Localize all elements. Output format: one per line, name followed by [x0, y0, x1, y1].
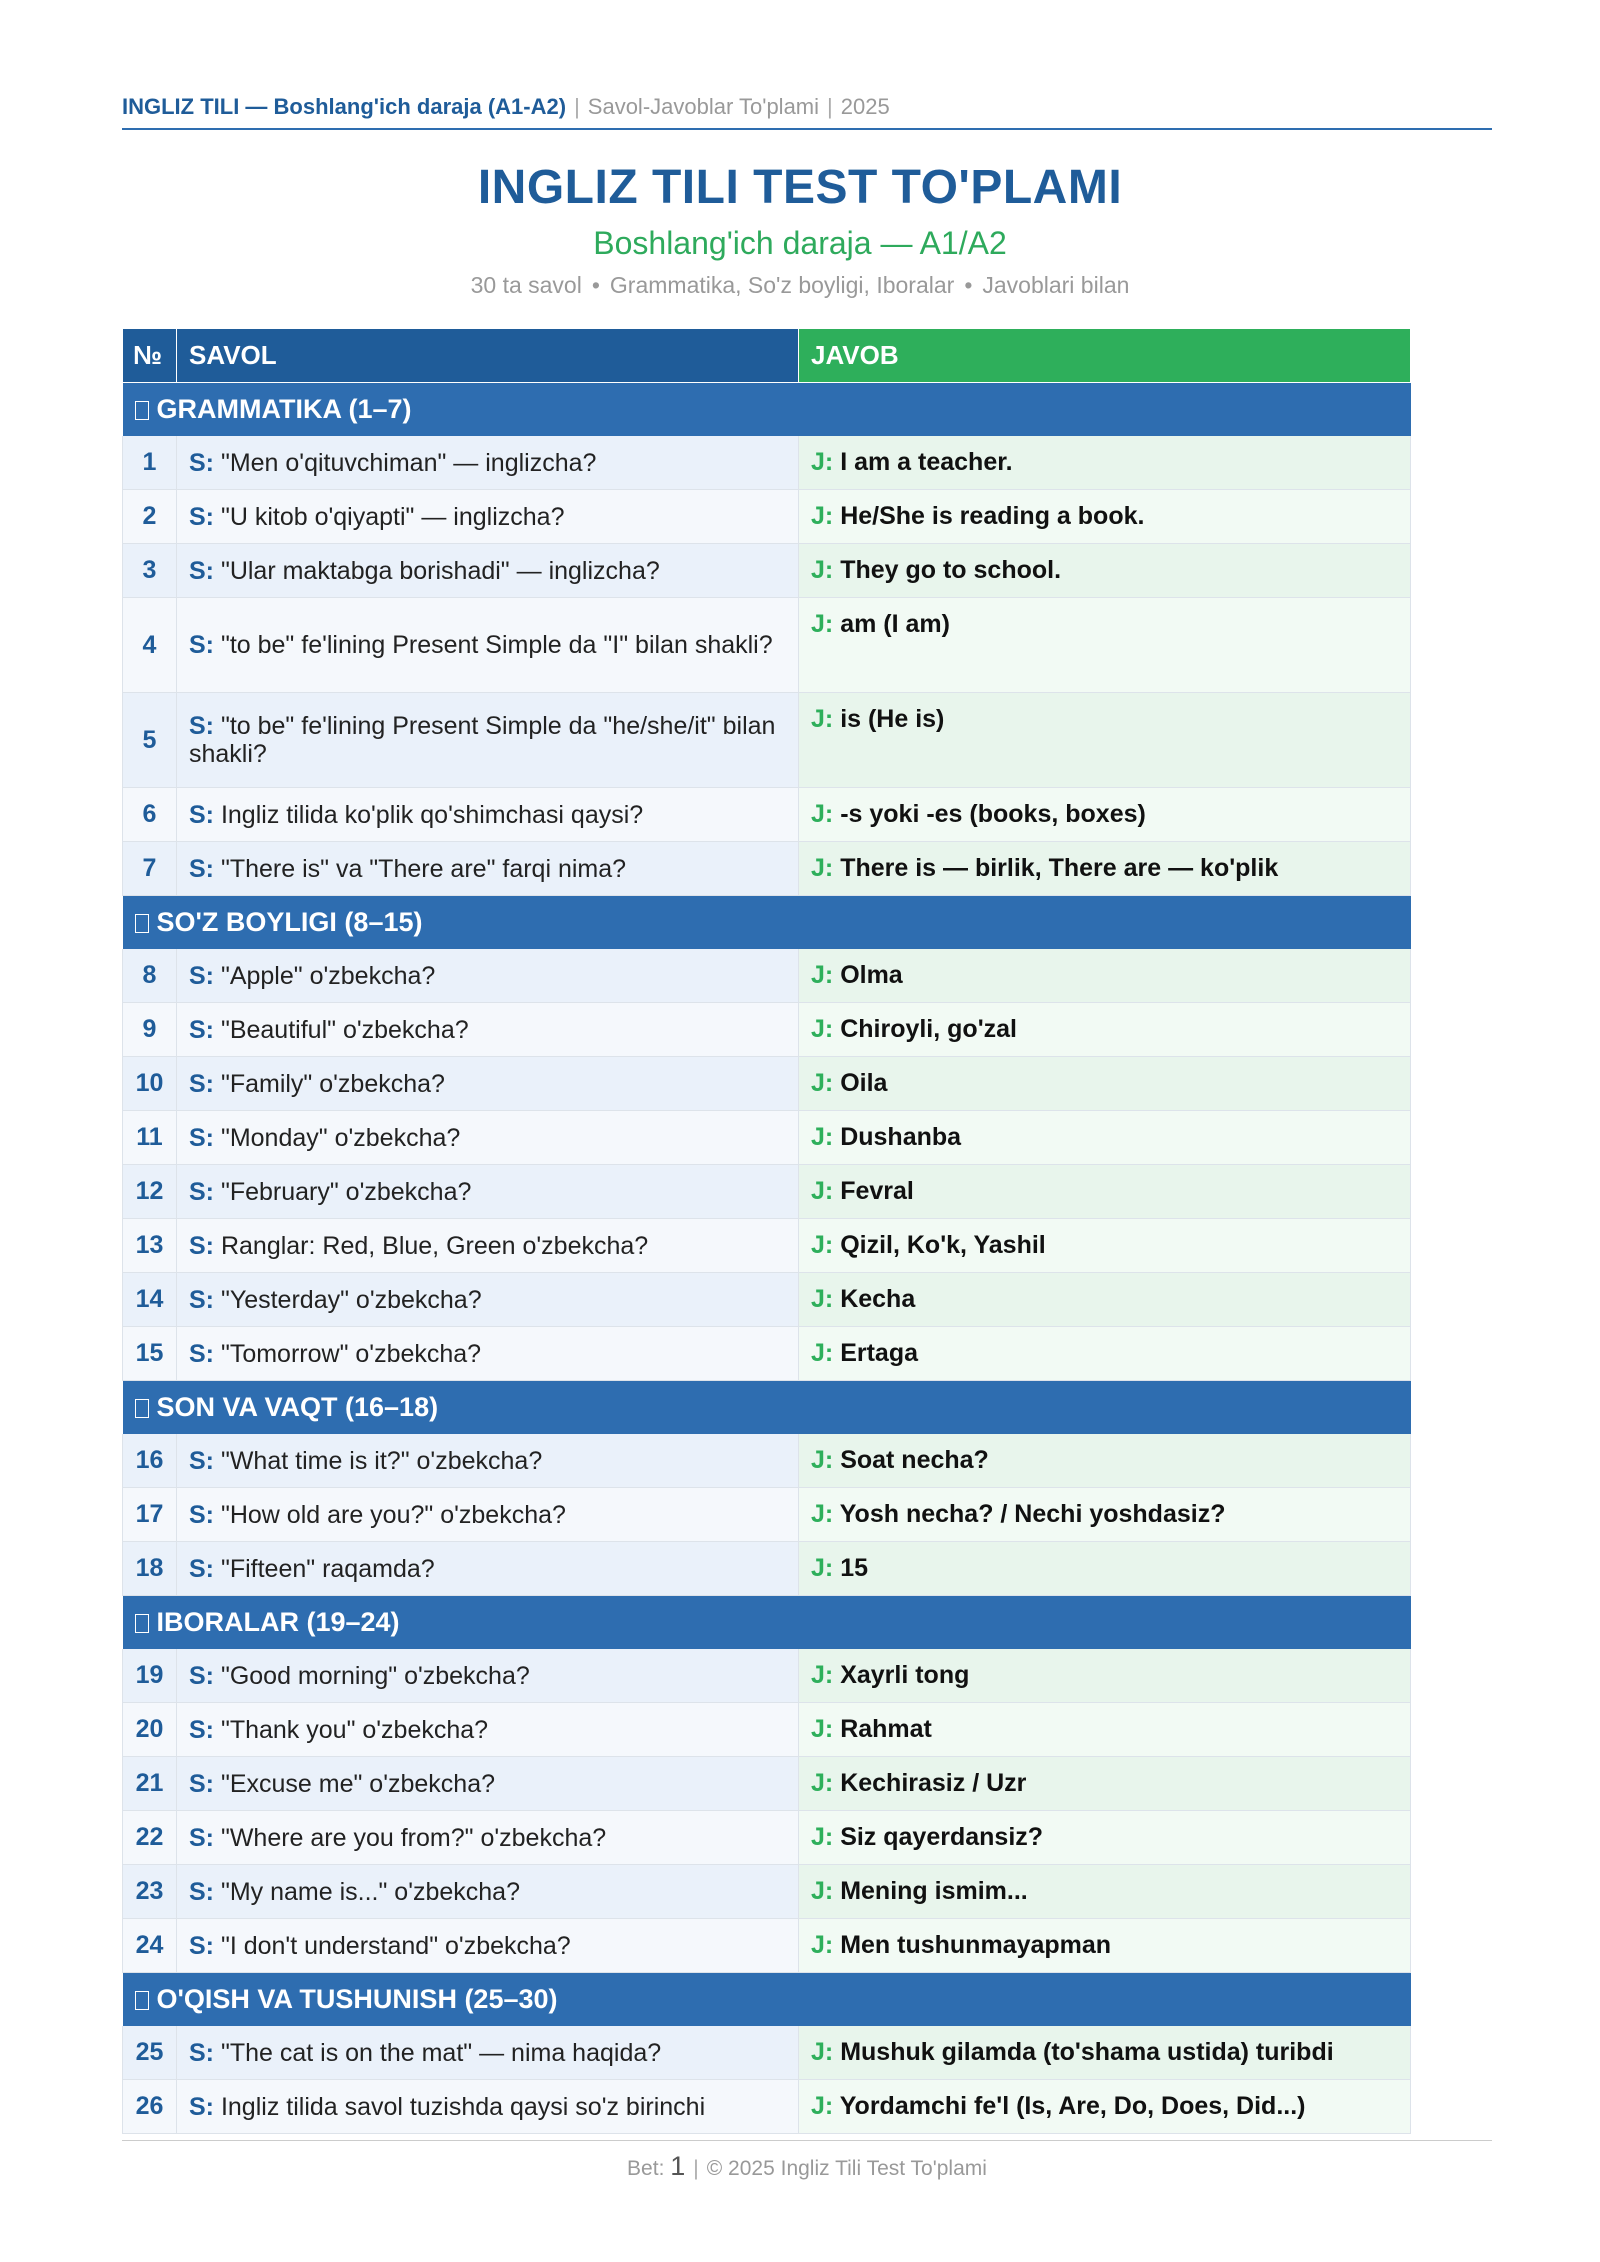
- answer-cell: [799, 1003, 1411, 1057]
- row-number: 17: [123, 1488, 177, 1542]
- answer-text: I am a teacher.: [840, 448, 1013, 476]
- question-text: "There is" va "There are" farqi nima?: [220, 854, 627, 883]
- question-label: S:: [189, 1554, 214, 1583]
- question-label: S:: [189, 2092, 214, 2121]
- page-title: INGLIZ TILI TEST TO'PLAMI: [477, 161, 1123, 214]
- answer-label: J:: [811, 1123, 834, 1151]
- question-cell: [177, 1057, 799, 1111]
- header-course: INGLIZ TILI — Boshlang'ich daraja (A1-A2): [122, 94, 567, 119]
- question-label: S:: [189, 961, 214, 990]
- answer-label: J:: [811, 2092, 834, 2120]
- page-meta: [0, 272, 1600, 299]
- section-box-icon: [135, 401, 149, 420]
- section-box-icon: [135, 1991, 149, 2010]
- question-cell: [177, 490, 799, 544]
- question-text: "to be" fe'lining Present Simple da "he/she/it" bilan shakli?: [189, 712, 776, 768]
- row-number: 12: [123, 1165, 177, 1219]
- question-text: "Thank you" o'zbekcha?: [220, 1715, 489, 1744]
- section-title: O'QISH VA TUSHUNISH (25–30): [156, 1984, 558, 2014]
- row-number: 10: [123, 1057, 177, 1111]
- question-cell: [177, 1327, 799, 1381]
- answer-text: There is — birlik, There are — ko'plik: [840, 854, 1279, 882]
- row-number: 25: [123, 2026, 177, 2080]
- question-text: "Excuse me" o'zbekcha?: [220, 1769, 496, 1798]
- answer-label: J:: [811, 1715, 834, 1743]
- answer-text: Soat necha?: [840, 1446, 989, 1474]
- answer-cell: [799, 1327, 1411, 1381]
- question-label: S:: [189, 556, 214, 585]
- answer-cell: [799, 2026, 1411, 2080]
- question-cell: [177, 436, 799, 490]
- answer-cell: [799, 1488, 1411, 1542]
- question-text: Ingliz tilida savol tuzishda qaysi so'z birinchi: [220, 2092, 706, 2121]
- question-cell: [177, 842, 799, 896]
- answer-text: Kechirasiz / Uzr: [840, 1769, 1027, 1797]
- answer-cell: [799, 1703, 1411, 1757]
- row-number: 26: [123, 2080, 177, 2134]
- row-number: 23: [123, 1865, 177, 1919]
- answer-text: Yordamchi fe'l (Is, Are, Do, Does, Did...): [839, 2092, 1306, 2120]
- answer-label: J:: [811, 1015, 834, 1043]
- row-number: 6: [123, 788, 177, 842]
- table-row: [123, 1757, 1411, 1811]
- meta-dot: •: [964, 272, 973, 298]
- question-text: "Apple" o'zbekcha?: [220, 961, 436, 990]
- question-label: S:: [189, 1500, 214, 1529]
- question-cell: [177, 1488, 799, 1542]
- answer-label: J:: [811, 1554, 834, 1582]
- question-text: "U kitob o'qiyapti" — inglizcha?: [220, 502, 565, 531]
- answer-text: Ertaga: [840, 1339, 918, 1367]
- question-cell: [177, 1219, 799, 1273]
- answer-label: J:: [811, 1231, 834, 1259]
- question-label: S:: [189, 1069, 214, 1098]
- answer-label: J:: [811, 1177, 834, 1205]
- answer-cell: [799, 788, 1411, 842]
- row-number: 7: [123, 842, 177, 896]
- question-text: "Fifteen" raqamda?: [220, 1554, 435, 1583]
- question-label: S:: [189, 712, 214, 740]
- section-title: GRAMMATIKA (1–7): [156, 394, 412, 424]
- table-row: [123, 1865, 1411, 1919]
- question-cell: [177, 1003, 799, 1057]
- question-text: "Men o'qituvchiman" — inglizcha?: [220, 448, 597, 477]
- answer-label: J:: [811, 1769, 834, 1797]
- section-header: [123, 383, 1411, 437]
- table-row: [123, 2080, 1411, 2134]
- answer-label: J:: [811, 1069, 834, 1097]
- answer-text: Men tushunmayapman: [840, 1931, 1112, 1959]
- table-header-row: [123, 329, 1411, 383]
- table-row: [123, 1165, 1411, 1219]
- answer-cell: [799, 1757, 1411, 1811]
- answer-label: J:: [811, 1823, 834, 1851]
- answer-label: J:: [811, 1500, 834, 1528]
- answer-cell: [799, 1542, 1411, 1596]
- question-label: S:: [189, 1285, 214, 1314]
- row-number: 13: [123, 1219, 177, 1273]
- meta-answers: Javoblari bilan: [982, 272, 1130, 298]
- answer-cell: [799, 2080, 1411, 2134]
- answer-text: Qizil, Ko'k, Yashil: [840, 1231, 1046, 1259]
- question-text: "The cat is on the mat" — nima haqida?: [220, 2038, 662, 2067]
- question-label: S:: [189, 448, 214, 477]
- question-text: "Tomorrow" o'zbekcha?: [220, 1339, 482, 1368]
- question-cell: [177, 1919, 799, 1973]
- footer-page-label: Bet:: [627, 2157, 665, 2180]
- answer-cell: [799, 1111, 1411, 1165]
- question-cell: [177, 598, 799, 693]
- question-text: "Where are you from?" o'zbekcha?: [220, 1823, 607, 1852]
- qa-table: [122, 328, 1411, 2134]
- question-text: "How old are you?" o'zbekcha?: [220, 1500, 566, 1529]
- header-separator: |: [574, 94, 580, 119]
- table-row: [123, 1327, 1411, 1381]
- answer-label: J:: [811, 1661, 834, 1689]
- question-cell: [177, 1165, 799, 1219]
- answer-text: Fevral: [840, 1177, 914, 1205]
- table-row: [123, 2026, 1411, 2080]
- table-row: [123, 1111, 1411, 1165]
- question-cell: [177, 1757, 799, 1811]
- question-cell: [177, 1111, 799, 1165]
- answer-cell: [799, 1219, 1411, 1273]
- table-row: [123, 788, 1411, 842]
- answer-text: He/She is reading a book.: [840, 502, 1145, 530]
- section-header: [123, 1973, 1411, 2027]
- answer-label: J:: [811, 610, 834, 638]
- answer-cell: [799, 490, 1411, 544]
- question-text: "February" o'zbekcha?: [220, 1177, 472, 1206]
- title-block: [0, 160, 1600, 299]
- question-label: S:: [189, 1931, 214, 1960]
- answer-cell: [799, 949, 1411, 1003]
- question-text: "Yesterday" o'zbekcha?: [220, 1285, 482, 1314]
- answer-label: J:: [811, 502, 834, 530]
- answer-text: Chiroyli, go'zal: [840, 1015, 1017, 1043]
- table-row: [123, 1003, 1411, 1057]
- table-row: [123, 1649, 1411, 1703]
- question-label: S:: [189, 1015, 214, 1044]
- section-header: [123, 896, 1411, 950]
- row-number: 11: [123, 1111, 177, 1165]
- footer-separator: |: [693, 2157, 699, 2180]
- section-row: [123, 1973, 1411, 2027]
- question-label: S:: [189, 1823, 214, 1852]
- section-header: [123, 1381, 1411, 1435]
- answer-text: They go to school.: [840, 556, 1062, 584]
- section-title: IBORALAR (19–24): [156, 1607, 400, 1637]
- question-cell: [177, 788, 799, 842]
- qa-table-body: [123, 383, 1411, 2134]
- question-text: "Monday" o'zbekcha?: [220, 1123, 461, 1152]
- answer-label: J:: [811, 1446, 834, 1474]
- col-header-answer: JAVOB: [799, 329, 1411, 383]
- row-number: 16: [123, 1434, 177, 1488]
- page-footer: [122, 2140, 1492, 2182]
- question-cell: [177, 693, 799, 788]
- section-box-icon: [135, 914, 149, 933]
- answer-cell: [799, 1865, 1411, 1919]
- question-cell: [177, 1273, 799, 1327]
- row-number: 14: [123, 1273, 177, 1327]
- question-cell: [177, 1542, 799, 1596]
- answer-text: is (He is): [840, 705, 945, 733]
- question-label: S:: [189, 1177, 214, 1206]
- table-row: [123, 1703, 1411, 1757]
- answer-label: J:: [811, 705, 834, 733]
- section-row: [123, 383, 1411, 437]
- question-cell: [177, 949, 799, 1003]
- header-separator: |: [827, 94, 833, 119]
- question-text: "Good morning" o'zbekcha?: [220, 1661, 530, 1690]
- col-header-question: SAVOL: [177, 329, 799, 383]
- table-row: [123, 842, 1411, 896]
- answer-text: Mushuk gilamda (to'shama ustida) turibdi: [840, 2038, 1334, 2066]
- table-row: [123, 1219, 1411, 1273]
- row-number: 5: [123, 693, 177, 788]
- row-number: 9: [123, 1003, 177, 1057]
- row-number: 21: [123, 1757, 177, 1811]
- table-row: [123, 1273, 1411, 1327]
- answer-cell: [799, 1811, 1411, 1865]
- row-number: 8: [123, 949, 177, 1003]
- question-cell: [177, 1649, 799, 1703]
- answer-label: J:: [811, 1339, 834, 1367]
- section-title: SO'Z BOYLIGI (8–15): [156, 907, 423, 937]
- answer-label: J:: [811, 556, 834, 584]
- table-row: [123, 1488, 1411, 1542]
- meta-topics: Grammatika, So'z boyligi, Iboralar: [609, 272, 955, 298]
- answer-text: Mening ismim...: [840, 1877, 1028, 1905]
- question-cell: [177, 1865, 799, 1919]
- answer-cell: [799, 598, 1411, 693]
- question-text: "I don't understand" o'zbekcha?: [220, 1931, 571, 1960]
- question-label: S:: [189, 2038, 214, 2067]
- table-row: [123, 949, 1411, 1003]
- question-text: "What time is it?" o'zbekcha?: [220, 1446, 543, 1475]
- section-title: SON VA VAQT (16–18): [156, 1392, 439, 1422]
- question-text: "Beautiful" o'zbekcha?: [220, 1015, 469, 1044]
- answer-label: J:: [811, 448, 834, 476]
- row-number: 22: [123, 1811, 177, 1865]
- table-row: [123, 1057, 1411, 1111]
- question-text: "to be" fe'lining Present Simple da "I" bilan shakli?: [220, 631, 773, 659]
- section-row: [123, 1381, 1411, 1435]
- row-number: 18: [123, 1542, 177, 1596]
- answer-text: Xayrli tong: [840, 1661, 970, 1689]
- row-number: 1: [123, 436, 177, 490]
- question-cell: [177, 1811, 799, 1865]
- question-cell: [177, 1434, 799, 1488]
- question-text: "Ular maktabga borishadi" — inglizcha?: [220, 556, 660, 585]
- answer-cell: [799, 693, 1411, 788]
- footer-copyright: © 2025 Ingliz Tili Test To'plami: [706, 2157, 987, 2180]
- table-row: [123, 436, 1411, 490]
- answer-text: Kecha: [840, 1285, 916, 1313]
- question-label: S:: [189, 631, 214, 659]
- meta-dot: •: [591, 272, 600, 298]
- table-row: [123, 693, 1411, 788]
- answer-cell: [799, 1057, 1411, 1111]
- question-text: Ranglar: Red, Blue, Green o'zbekcha?: [220, 1231, 649, 1260]
- question-label: S:: [189, 854, 214, 883]
- question-cell: [177, 2026, 799, 2080]
- question-label: S:: [189, 1123, 214, 1152]
- table-row: [123, 490, 1411, 544]
- question-text: "Family" o'zbekcha?: [220, 1069, 445, 1098]
- answer-text: -s yoki -es (books, boxes): [840, 800, 1146, 828]
- table-row: [123, 598, 1411, 693]
- table-row: [123, 1542, 1411, 1596]
- answer-text: Dushanba: [840, 1123, 962, 1151]
- row-number: 15: [123, 1327, 177, 1381]
- row-number: 24: [123, 1919, 177, 1973]
- page-subtitle: Boshlang'ich daraja — A1/A2: [593, 225, 1007, 261]
- table-row: [123, 544, 1411, 598]
- row-number: 19: [123, 1649, 177, 1703]
- answer-cell: [799, 1649, 1411, 1703]
- table-row: [123, 1811, 1411, 1865]
- question-label: S:: [189, 1877, 214, 1906]
- answer-text: Rahmat: [840, 1715, 932, 1743]
- question-label: S:: [189, 1769, 214, 1798]
- question-cell: [177, 2080, 799, 2134]
- section-row: [123, 896, 1411, 950]
- question-label: S:: [189, 1715, 214, 1744]
- answer-text: 15: [840, 1554, 868, 1582]
- question-text: Ingliz tilida ko'plik qo'shimchasi qaysi?: [220, 800, 644, 829]
- answer-cell: [799, 1273, 1411, 1327]
- header-year: 2025: [840, 94, 890, 119]
- answer-cell: [799, 1919, 1411, 1973]
- answer-cell: [799, 544, 1411, 598]
- answer-text: Olma: [840, 961, 903, 989]
- question-cell: [177, 1703, 799, 1757]
- running-header: [122, 94, 1492, 130]
- answer-text: am (I am): [840, 610, 950, 638]
- answer-label: J:: [811, 1285, 834, 1313]
- answer-label: J:: [811, 800, 834, 828]
- table-row: [123, 1434, 1411, 1488]
- table-row: [123, 1919, 1411, 1973]
- row-number: 2: [123, 490, 177, 544]
- question-label: S:: [189, 1339, 214, 1368]
- answer-text: Siz qayerdansiz?: [840, 1823, 1044, 1851]
- answer-label: J:: [811, 961, 834, 989]
- header-doc-name: Savol-Javoblar To'plami: [587, 94, 820, 119]
- question-cell: [177, 544, 799, 598]
- question-label: S:: [189, 502, 214, 531]
- section-box-icon: [135, 1399, 149, 1418]
- answer-cell: [799, 436, 1411, 490]
- question-text: "My name is..." o'zbekcha?: [220, 1877, 520, 1906]
- col-header-number: №: [123, 329, 177, 383]
- row-number: 4: [123, 598, 177, 693]
- question-label: S:: [189, 800, 214, 829]
- question-label: S:: [189, 1661, 214, 1690]
- row-number: 3: [123, 544, 177, 598]
- answer-cell: [799, 1434, 1411, 1488]
- answer-label: J:: [811, 1877, 834, 1905]
- answer-text: Oila: [840, 1069, 888, 1097]
- question-label: S:: [189, 1231, 214, 1260]
- section-row: [123, 1596, 1411, 1650]
- answer-label: J:: [811, 2038, 834, 2066]
- answer-cell: [799, 842, 1411, 896]
- section-box-icon: [135, 1614, 149, 1633]
- section-header: [123, 1596, 1411, 1650]
- answer-text: Yosh necha? / Nechi yoshdasiz?: [839, 1500, 1226, 1528]
- footer-page-number: 1: [670, 2151, 686, 2181]
- answer-label: J:: [811, 1931, 834, 1959]
- question-label: S:: [189, 1446, 214, 1475]
- meta-count: 30 ta savol: [470, 272, 582, 298]
- answer-cell: [799, 1165, 1411, 1219]
- row-number: 20: [123, 1703, 177, 1757]
- answer-label: J:: [811, 854, 834, 882]
